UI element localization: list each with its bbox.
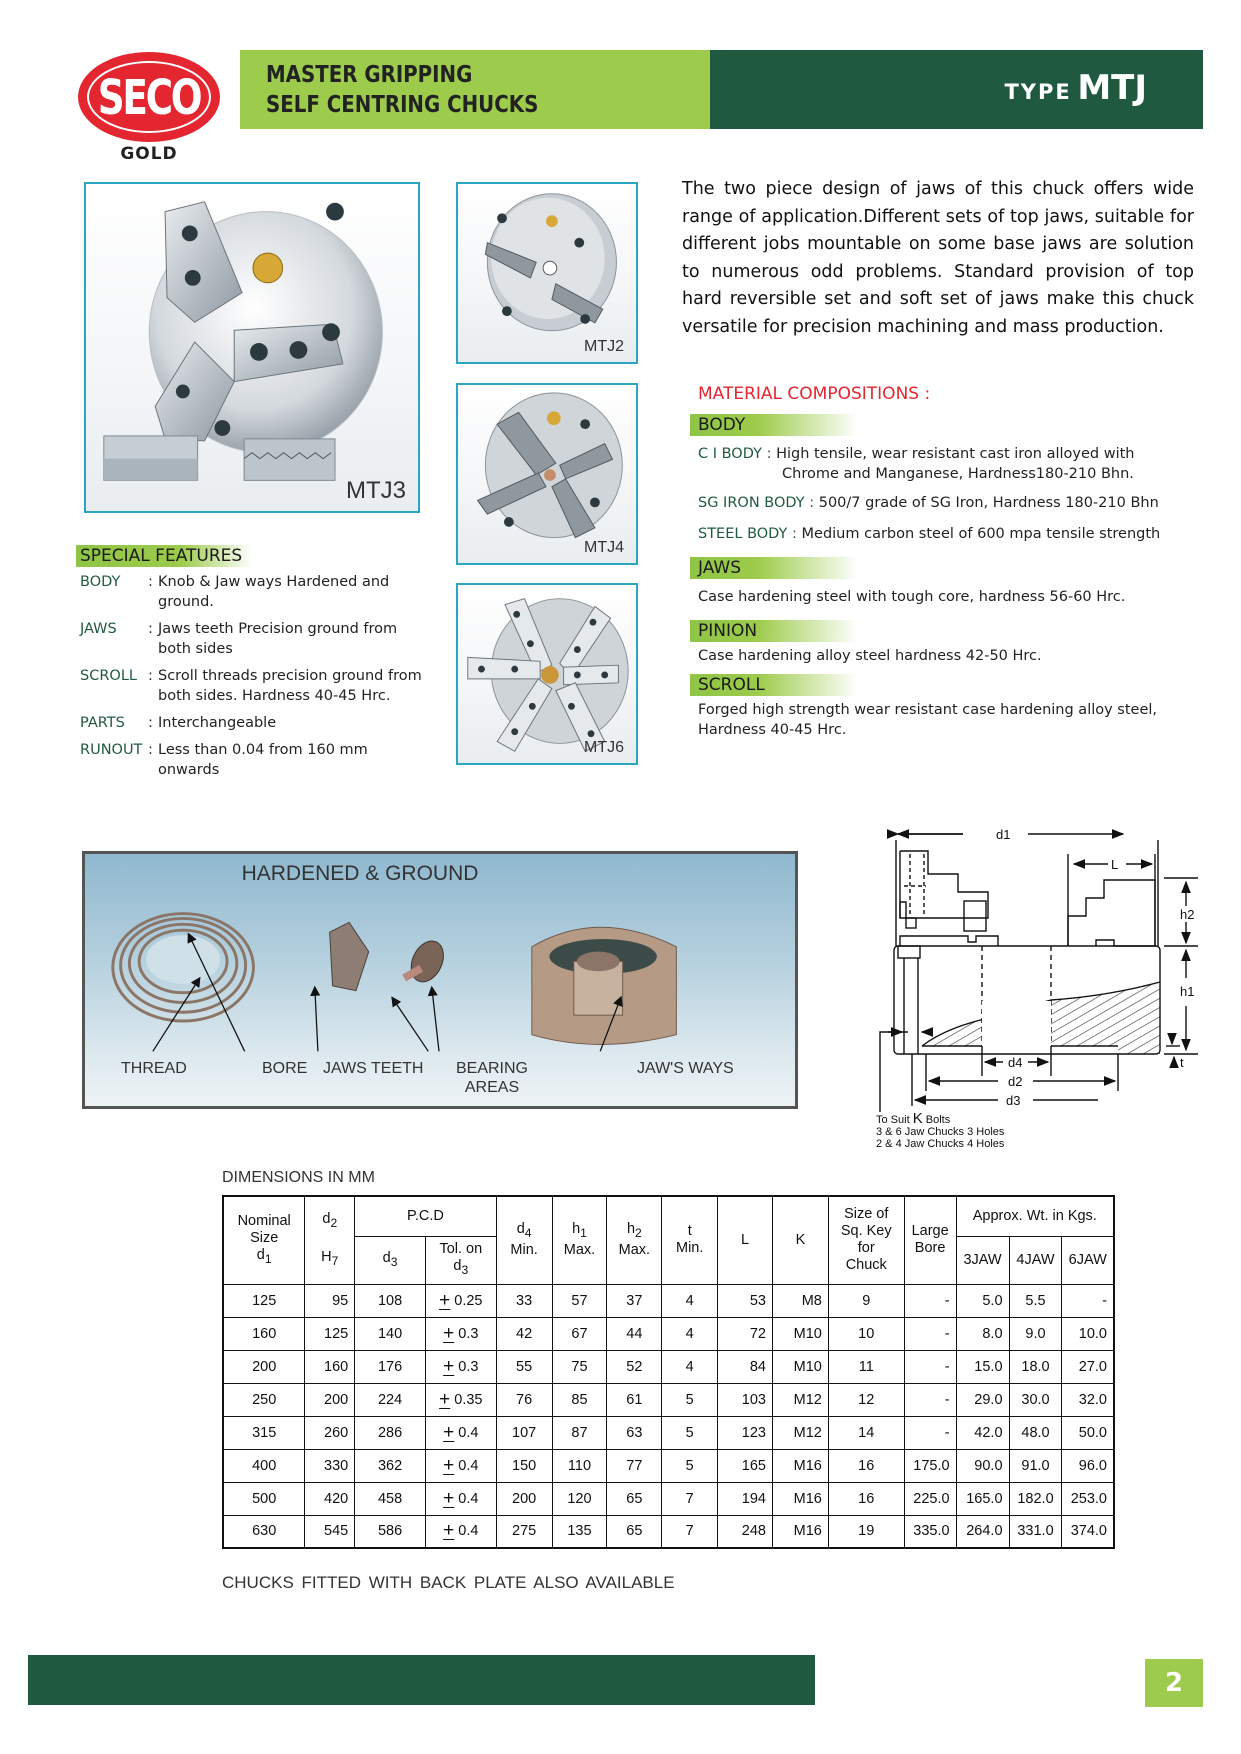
cell-key: 11 bbox=[828, 1350, 904, 1383]
cell-tol: + 0.4 bbox=[425, 1416, 496, 1449]
cell-h1: 110 bbox=[552, 1449, 607, 1482]
cell-d3: 586 bbox=[355, 1515, 426, 1548]
header-L: L bbox=[718, 1196, 773, 1284]
cell-h2: 61 bbox=[607, 1383, 662, 1416]
product-label-mtj3: MTJ3 bbox=[346, 477, 406, 504]
three-jaw-chuck-image bbox=[86, 184, 418, 511]
header-nominal-size: Nominal Size $d_1$ bbox=[223, 1196, 305, 1284]
logo-oval-icon bbox=[78, 52, 220, 142]
header-approx-weight: Approx. Wt. in Kgs. bbox=[956, 1196, 1114, 1236]
product-image-mtj2 bbox=[456, 182, 638, 364]
header-3jaw: 3JAW bbox=[956, 1236, 1009, 1284]
cell-k: M16 bbox=[772, 1482, 828, 1515]
cell-tol: + 0.35 bbox=[425, 1383, 496, 1416]
cell-l: 84 bbox=[718, 1350, 773, 1383]
cell-w6: 27.0 bbox=[1062, 1350, 1114, 1383]
cell-t: 4 bbox=[662, 1317, 718, 1350]
hardened-ground-panel bbox=[82, 851, 798, 1109]
cell-w6: 50.0 bbox=[1062, 1416, 1114, 1449]
cell-l: 194 bbox=[718, 1482, 773, 1515]
material-pinion-text: Case hardening alloy steel hardness 42-50 Hrc. bbox=[698, 648, 1042, 664]
plus-minus-icon: + bbox=[443, 1322, 455, 1344]
ci-body-key: C I BODY : bbox=[698, 446, 772, 462]
cell-d4: 76 bbox=[496, 1383, 552, 1416]
six-jaw-chuck-image bbox=[458, 585, 636, 763]
title-line-1: MASTER GRIPPING bbox=[266, 62, 473, 88]
plus-minus-icon: + bbox=[443, 1520, 455, 1542]
cell-d1: 500 bbox=[223, 1482, 305, 1515]
header-h1: $h_1$ Max. bbox=[552, 1196, 607, 1284]
cell-tol: + 0.4 bbox=[425, 1515, 496, 1548]
cell-tol: + 0.3 bbox=[425, 1317, 496, 1350]
cell-tol: + 0.4 bbox=[425, 1449, 496, 1482]
cell-key: 16 bbox=[828, 1482, 904, 1515]
table-row bbox=[223, 1449, 1114, 1482]
material-title: MATERIAL COMPOSITIONS : bbox=[698, 384, 931, 404]
header-pcd: P.C.D bbox=[355, 1196, 496, 1236]
footer-band bbox=[28, 1655, 815, 1705]
table-row bbox=[223, 1515, 1114, 1548]
cell-d3: 362 bbox=[355, 1449, 426, 1482]
cell-h2: 44 bbox=[607, 1317, 662, 1350]
label-bearing-areas: BEARING AREAS bbox=[455, 1060, 528, 1096]
cell-k: M10 bbox=[772, 1317, 828, 1350]
title-line-2: SELF CENTRING CHUCKS bbox=[266, 92, 539, 118]
cell-d2: 200 bbox=[305, 1383, 355, 1416]
cell-d4: 200 bbox=[496, 1482, 552, 1515]
label-d1: d1 bbox=[996, 827, 1011, 842]
material-jaws-text: Case hardening steel with tough core, hardness 56-60 Hrc. bbox=[698, 589, 1126, 605]
title-band bbox=[240, 50, 710, 129]
cell-k: M12 bbox=[772, 1416, 828, 1449]
header-K: K bbox=[772, 1196, 828, 1284]
cell-h1: 135 bbox=[552, 1515, 607, 1548]
table-row bbox=[223, 1383, 1114, 1416]
cell-l: 103 bbox=[718, 1383, 773, 1416]
cell-l: 123 bbox=[718, 1416, 773, 1449]
cell-d4: 107 bbox=[496, 1416, 552, 1449]
dimensions-title: DIMENSIONS IN MM bbox=[222, 1169, 375, 1186]
header-d4: $d_4$ Min. bbox=[496, 1196, 552, 1284]
sg-iron-key: SG IRON BODY : bbox=[698, 495, 815, 511]
material-steel-body: STEEL BODY : Medium carbon steel of 600 mpa tensile strength bbox=[698, 526, 1161, 542]
plus-minus-icon: + bbox=[443, 1487, 455, 1509]
cell-l: 165 bbox=[718, 1449, 773, 1482]
type-word: TYPE bbox=[1004, 80, 1072, 104]
cell-d2: 160 bbox=[305, 1350, 355, 1383]
cell-w6: 10.0 bbox=[1062, 1317, 1114, 1350]
jaw-teeth-icon bbox=[330, 922, 369, 990]
table-row bbox=[223, 1416, 1114, 1449]
hardened-ground-title: HARDENED & GROUND bbox=[241, 862, 479, 885]
cell-w3: 8.0 bbox=[956, 1317, 1009, 1350]
header-d2: $d_2$ $H_7$ bbox=[305, 1196, 355, 1284]
cell-d2: 260 bbox=[305, 1416, 355, 1449]
cell-d4: 33 bbox=[496, 1284, 552, 1317]
label-d2: d2 bbox=[1008, 1074, 1023, 1089]
cell-d3: 224 bbox=[355, 1383, 426, 1416]
cell-d3: 458 bbox=[355, 1482, 426, 1515]
pinion-icon bbox=[405, 936, 450, 987]
header-t: t Min. bbox=[662, 1196, 718, 1284]
label-d4: d4 bbox=[1008, 1055, 1023, 1070]
label-thread: THREAD bbox=[121, 1060, 187, 1077]
material-scroll-heading: SCROLL bbox=[690, 674, 858, 696]
cell-h2: 65 bbox=[607, 1515, 662, 1548]
cell-d2: 545 bbox=[305, 1515, 355, 1548]
logo-subtext: GOLD bbox=[120, 144, 178, 164]
label-d3: d3 bbox=[1006, 1093, 1021, 1108]
cell-w3: 165.0 bbox=[956, 1482, 1009, 1515]
cell-key: 10 bbox=[828, 1317, 904, 1350]
cell-k: M16 bbox=[772, 1449, 828, 1482]
cell-bore: - bbox=[904, 1284, 956, 1317]
cell-h1: 75 bbox=[552, 1350, 607, 1383]
cell-h2: 37 bbox=[607, 1284, 662, 1317]
cell-d4: 42 bbox=[496, 1317, 552, 1350]
header-h2: $h_2$ Max. bbox=[607, 1196, 662, 1284]
cell-w3: 15.0 bbox=[956, 1350, 1009, 1383]
cell-t: 5 bbox=[662, 1383, 718, 1416]
seco-logo bbox=[78, 52, 220, 164]
cell-w6: 32.0 bbox=[1062, 1383, 1114, 1416]
cell-w3: 5.0 bbox=[956, 1284, 1009, 1317]
cell-w4: 9.0 bbox=[1009, 1317, 1062, 1350]
label-bore: BORE bbox=[262, 1060, 308, 1077]
cell-h2: 52 bbox=[607, 1350, 662, 1383]
cell-d4: 55 bbox=[496, 1350, 552, 1383]
cell-bore: - bbox=[904, 1317, 956, 1350]
cell-key: 12 bbox=[828, 1383, 904, 1416]
cell-h1: 67 bbox=[552, 1317, 607, 1350]
cell-k: M16 bbox=[772, 1515, 828, 1548]
cell-d1: 400 bbox=[223, 1449, 305, 1482]
bolt-note: To Suit K Bolts 3 & 6 Jaw Chucks 3 Holes 2 & 4 Jaw Chucks 4 Holes bbox=[876, 1110, 1005, 1150]
cell-w4: 331.0 bbox=[1009, 1515, 1062, 1548]
cell-d1: 315 bbox=[223, 1416, 305, 1449]
four-jaw-chuck-image bbox=[458, 385, 636, 563]
type-label bbox=[1004, 68, 1147, 108]
cell-bore: - bbox=[904, 1350, 956, 1383]
cell-key: 9 bbox=[828, 1284, 904, 1317]
header-sq-key: Size of Sq. Key for Chuck bbox=[828, 1196, 904, 1284]
cell-l: 72 bbox=[718, 1317, 773, 1350]
cell-t: 7 bbox=[662, 1515, 718, 1548]
cell-w3: 42.0 bbox=[956, 1416, 1009, 1449]
cell-k: M10 bbox=[772, 1350, 828, 1383]
cell-h2: 63 bbox=[607, 1416, 662, 1449]
cell-w3: 29.0 bbox=[956, 1383, 1009, 1416]
cell-d1: 200 bbox=[223, 1350, 305, 1383]
table-row bbox=[223, 1482, 1114, 1515]
cell-d4: 150 bbox=[496, 1449, 552, 1482]
cell-key: 16 bbox=[828, 1449, 904, 1482]
label-jaws-ways: JAW'S WAYS bbox=[637, 1060, 734, 1077]
page-title bbox=[266, 60, 538, 120]
product-label-mtj2: MTJ2 bbox=[584, 338, 624, 355]
type-band bbox=[710, 50, 1203, 129]
type-code: MTJ bbox=[1077, 68, 1147, 108]
cell-w6: 96.0 bbox=[1062, 1449, 1114, 1482]
cell-key: 19 bbox=[828, 1515, 904, 1548]
steel-body-key: STEEL BODY : bbox=[698, 526, 797, 542]
cell-bore: - bbox=[904, 1416, 956, 1449]
cell-h1: 87 bbox=[552, 1416, 607, 1449]
plus-minus-icon: + bbox=[443, 1355, 455, 1377]
cell-h2: 77 bbox=[607, 1449, 662, 1482]
table-row bbox=[223, 1317, 1114, 1350]
cell-d3: 108 bbox=[355, 1284, 426, 1317]
cell-t: 4 bbox=[662, 1350, 718, 1383]
cell-w4: 182.0 bbox=[1009, 1482, 1062, 1515]
cell-d3: 176 bbox=[355, 1350, 426, 1383]
cell-w4: 18.0 bbox=[1009, 1350, 1062, 1383]
cell-h1: 85 bbox=[552, 1383, 607, 1416]
cell-h1: 120 bbox=[552, 1482, 607, 1515]
cell-d1: 125 bbox=[223, 1284, 305, 1317]
cell-w3: 264.0 bbox=[956, 1515, 1009, 1548]
cell-k: M12 bbox=[772, 1383, 828, 1416]
cell-d2: 420 bbox=[305, 1482, 355, 1515]
table-row bbox=[223, 1284, 1114, 1317]
label-h1: h1 bbox=[1180, 984, 1195, 999]
product-image-mtj3 bbox=[84, 182, 420, 513]
plus-minus-icon: + bbox=[439, 1388, 451, 1410]
label-jaws-teeth: JAWS TEETH bbox=[323, 1060, 424, 1077]
logo-text: SECO bbox=[97, 70, 201, 126]
cell-bore: - bbox=[904, 1383, 956, 1416]
product-label-mtj6: MTJ6 bbox=[584, 739, 624, 756]
header-tol-d3: Tol. on $d_3$ bbox=[425, 1236, 496, 1284]
cell-d1: 250 bbox=[223, 1383, 305, 1416]
dimensions-table bbox=[222, 1195, 1115, 1549]
cell-bore: 335.0 bbox=[904, 1515, 956, 1548]
header-large-bore: Large Bore bbox=[904, 1196, 956, 1284]
cell-d4: 275 bbox=[496, 1515, 552, 1548]
plus-minus-icon: + bbox=[443, 1421, 455, 1443]
cell-d2: 125 bbox=[305, 1317, 355, 1350]
cell-l: 53 bbox=[718, 1284, 773, 1317]
cell-h1: 57 bbox=[552, 1284, 607, 1317]
cell-w6: - bbox=[1062, 1284, 1114, 1317]
back-plate-note: CHUCKS FITTED WITH BACK PLATE ALSO AVAILABLE bbox=[222, 1573, 675, 1592]
cell-w4: 30.0 bbox=[1009, 1383, 1062, 1416]
label-L: L bbox=[1111, 857, 1119, 872]
cell-w4: 91.0 bbox=[1009, 1449, 1062, 1482]
cell-tol: + 0.3 bbox=[425, 1350, 496, 1383]
cell-h2: 65 bbox=[607, 1482, 662, 1515]
cell-t: 5 bbox=[662, 1416, 718, 1449]
cell-bore: 175.0 bbox=[904, 1449, 956, 1482]
cell-d3: 286 bbox=[355, 1416, 426, 1449]
header-6jaw: 6JAW bbox=[1062, 1236, 1114, 1284]
cell-d2: 330 bbox=[305, 1449, 355, 1482]
product-image-mtj4 bbox=[456, 383, 638, 565]
cell-t: 7 bbox=[662, 1482, 718, 1515]
product-image-mtj6 bbox=[456, 583, 638, 765]
header-d3: $d_3$ bbox=[355, 1236, 426, 1284]
cell-w3: 90.0 bbox=[956, 1449, 1009, 1482]
material-scroll-text: Forged high strength wear resistant case hardening alloy steel, Hardness 40-45 Hrc. bbox=[698, 702, 1158, 738]
cell-tol: + 0.25 bbox=[425, 1284, 496, 1317]
plus-minus-icon: + bbox=[439, 1289, 451, 1311]
material-ci-body: C I BODY : High tensile, wear resistant cast iron alloyed with Chrome and Manganese, Hardness180-210 Bhn. bbox=[698, 446, 1135, 482]
cell-key: 14 bbox=[828, 1416, 904, 1449]
plus-minus-icon: + bbox=[443, 1454, 455, 1476]
cell-d2: 95 bbox=[305, 1284, 355, 1317]
material-jaws-heading: JAWS bbox=[690, 557, 858, 579]
intro-paragraph: The two piece design of jaws of this chuck offers wide range of application.Different sets of top jaws, suitable for different jobs mountable on some base jaws are solution to numerous odd problems. Standard provision of top hard reversible set and soft set of jaws make this chuck versatile for precision machining and mass production. bbox=[682, 179, 1194, 337]
cell-d3: 140 bbox=[355, 1317, 426, 1350]
two-jaw-chuck-image bbox=[458, 184, 636, 362]
material-pinion-heading: PINION bbox=[690, 620, 858, 642]
cell-bore: 225.0 bbox=[904, 1482, 956, 1515]
page-number: 2 bbox=[1145, 1659, 1203, 1707]
cell-tol: + 0.4 bbox=[425, 1482, 496, 1515]
cell-t: 5 bbox=[662, 1449, 718, 1482]
header-4jaw: 4JAW bbox=[1009, 1236, 1062, 1284]
cell-t: 4 bbox=[662, 1284, 718, 1317]
cell-w4: 48.0 bbox=[1009, 1416, 1062, 1449]
label-t: t bbox=[1180, 1055, 1184, 1070]
material-sg-iron-body: SG IRON BODY : 500/7 grade of SG Iron, Hardness 180-210 Bhn bbox=[698, 495, 1159, 511]
cell-w6: 253.0 bbox=[1062, 1482, 1114, 1515]
label-h2: h2 bbox=[1180, 907, 1195, 922]
cell-w4: 5.5 bbox=[1009, 1284, 1062, 1317]
chuck-dimension-diagram bbox=[868, 806, 1198, 1150]
material-body-heading: BODY bbox=[690, 414, 858, 436]
cell-k: M8 bbox=[772, 1284, 828, 1317]
table-row bbox=[223, 1350, 1114, 1383]
cell-w6: 374.0 bbox=[1062, 1515, 1114, 1548]
product-label-mtj4: MTJ4 bbox=[584, 539, 624, 556]
special-features-heading: SPECIAL FEATURES bbox=[76, 545, 252, 567]
cell-d1: 160 bbox=[223, 1317, 305, 1350]
cell-l: 248 bbox=[718, 1515, 773, 1548]
cell-d1: 630 bbox=[223, 1515, 305, 1548]
